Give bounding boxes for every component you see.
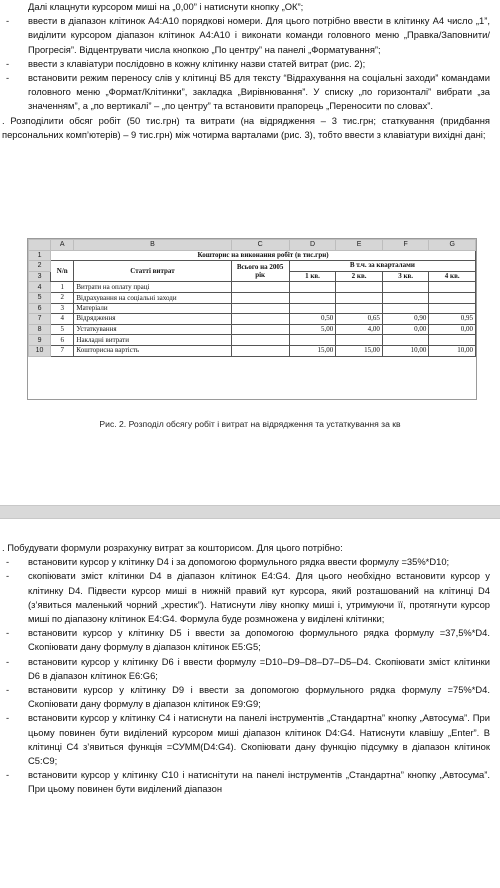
bullet-text: встановити курсор у клітинку C4 і натиснути на панелі інструментів „Стандартна” кнопку „Автосума”. При цьому повинен бути виділений курсором миші діапазон клітинок D4:G4. Натиснути клавішу „Enter”. В клітинці С4 з’явиться функція =СУММ(D4:G4). Скопіювати дану функцію підсумку в діапазон клітинок C5:C9; [28, 712, 490, 767]
header-no-cell: N/n [51, 261, 74, 282]
column-header-row [29, 240, 476, 251]
sheet-row-2 [29, 261, 476, 272]
header-items-cell: Статті витрат [74, 261, 231, 282]
row-number: 8 [29, 324, 51, 335]
quarter-2-header: 2 кв. [336, 271, 383, 282]
sheet-row-1 [29, 250, 476, 261]
numbered-paragraph: . Побудувати формули розрахунку витрат за кошторисом. Для цього потрібно: [2, 542, 343, 553]
cell-q1: 15,00 [289, 345, 336, 356]
bullet-item [0, 768, 500, 796]
cell-item-name: Устаткування [74, 324, 231, 335]
quarter-1-header: 1 кв. [289, 271, 336, 282]
bullet-text: встановити курсор у клітинку D4 і за допомогою формульного рядка ввести формулу =35%*D10; [28, 556, 450, 568]
header-total-cell: Всього на 2005 рік [231, 261, 289, 282]
bullet-text: встановити курсор у клітинку D9 і ввести за допомогою формульного рядка формулу =75%*D4. Скопіювати дану формулу в діапазон клітинок E9:G9; [28, 684, 490, 710]
bullet-dash: - [6, 570, 10, 582]
col-header-a: A [51, 240, 74, 251]
cell-item-name: Кошторисна вартість [74, 345, 231, 356]
figure-caption: Рис. 2. Розподіл обсягу робіт і витрат на відрядження та устаткування за кв [99, 419, 401, 429]
cell-q3: 10,00 [382, 345, 429, 356]
spreadsheet-figure [27, 238, 477, 400]
cell-q1 [289, 335, 336, 346]
bullet-item [0, 71, 500, 114]
cell-total [231, 282, 289, 293]
cell-q4 [429, 303, 476, 314]
cell-total [231, 324, 289, 335]
bullet-item [0, 555, 500, 569]
cell-q4: 0,95 [429, 314, 476, 325]
cell-q1: 0,50 [289, 314, 336, 325]
bullet-item [0, 569, 500, 626]
bullet-dash: - [6, 627, 10, 639]
row-number: 4 [29, 282, 51, 293]
continued-text: Далі клацнути курсором миші на „0,00” і натиснути кнопку „ОК”; [28, 1, 304, 12]
row-number: 3 [29, 271, 51, 282]
col-header-d: D [289, 240, 336, 251]
cell-q2 [336, 282, 383, 293]
cell-q3 [382, 335, 429, 346]
numbered-paragraph: . Розподілити обсяг робіт (50 тис.грн) та витрати (на відрядження – 3 тис.грн; статкування (придбання персональних комп’ютерів) – 9 тис.грн) між чотирма варталами (рис. 3), тобто ввести з клавіатури вихідні дані; [2, 114, 490, 140]
bullet-item [0, 626, 500, 654]
row-number: 7 [29, 314, 51, 325]
col-header-f: F [382, 240, 429, 251]
row-number: 9 [29, 335, 51, 346]
cell-q2: 0,65 [336, 314, 383, 325]
bullet-dash: - [6, 72, 10, 84]
quarter-3-header: 3 кв. [382, 271, 429, 282]
sheet-data-row [29, 292, 476, 303]
cell-q4: 10,00 [429, 345, 476, 356]
bullet-text: ввести в діапазон клітинок A4:A10 порядкові номери. Для цього потрібно ввести в клітинку А4 число „1”, виділити курсором діапазон клітинок A4:A10 і виконати команди головного меню „Правка/Заповнити/Прогресія”. Відцентрувати числа кнопкою „По центру” на панелі „Форматування”; [28, 15, 490, 55]
cell-number: 4 [51, 314, 74, 325]
bullet-item [0, 57, 500, 71]
cell-q2 [336, 303, 383, 314]
bullet-dash: - [6, 712, 10, 724]
cell-total [231, 335, 289, 346]
cell-number: 6 [51, 335, 74, 346]
sheet-data-row [29, 303, 476, 314]
spreadsheet-table [28, 239, 476, 357]
bullet-text: встановити курсор у клітинку D6 і ввести формулу =D10–D9–D8–D7–D5–D4. Скопіювати зміст клітинки D6 в діапазон клітинок E6:G6; [28, 655, 490, 681]
cell-item-name: Витрати на оплату праці [74, 282, 231, 293]
col-header-c: C [231, 240, 289, 251]
sheet-data-row [29, 324, 476, 335]
cell-q1 [289, 282, 336, 293]
bullet-text: скопіювати зміст клітинки D4 в діапазон клітинок E4:G4. Для цього необхідно встановити курсор у клітинку D4. Підвести курсор миші в нижній правий кут курсора, який розташований на клітинці D4 (з’явиться маленький чорний „хрестик”). Натиснути ліву кнопку миші і, утримуючи її, протягнути курсор миші по діапазону клітинок E4:G4. Формула буде розмножена у виділені клітинки; [28, 570, 490, 625]
sheet-body [29, 282, 476, 356]
bullet-dash: - [6, 655, 10, 667]
cell-item-name: Матеріали [74, 303, 231, 314]
cell-q3: 0,90 [382, 314, 429, 325]
page1-text [0, 0, 500, 142]
sheet-data-row [29, 282, 476, 293]
bullet-text: встановити курсор у клітинку D5 і ввести за допомогою формульного рядка формулу =37,5%*D4. Скопіювати дану формулу в діапазон клітинок E5:G5; [28, 627, 490, 653]
cell-q4 [429, 282, 476, 293]
cell-item-name: Відрядження [74, 314, 231, 325]
bullet-item [0, 14, 500, 57]
row-number: 10 [29, 345, 51, 356]
cell-total [231, 303, 289, 314]
sheet-title-cell: Кошторис на виконання робіт (в тис.грн) [51, 250, 476, 261]
bullet-text: ввести з клавіатури послідовно в кожну клітинку назви статей витрат (рис. 2); [28, 57, 366, 69]
cell-total [231, 314, 289, 325]
sheet-data-row [29, 345, 476, 356]
col-header-g: G [429, 240, 476, 251]
cell-q2 [336, 335, 383, 346]
page-separator [0, 505, 500, 519]
bullet-dash: - [6, 684, 10, 696]
document-page-2 [0, 519, 500, 888]
corner-cell [29, 240, 51, 251]
row-number: 6 [29, 303, 51, 314]
bullet-item [0, 683, 500, 711]
cell-total [231, 345, 289, 356]
cell-q3 [382, 282, 429, 293]
row-number: 5 [29, 292, 51, 303]
cell-q2: 4,00 [336, 324, 383, 335]
cell-q4: 0,00 [429, 324, 476, 335]
bullet-dash: - [6, 15, 10, 27]
cell-q4 [429, 335, 476, 346]
col-header-b: B [74, 240, 231, 251]
bullet-text: встановити режим переносу слів у клітинці B5 для тексту “Відрахування на соціальні заходи” командами головного меню „Формат/Клітинки”, закладка „Вирівнювання”. У списку „по горизонталі” вибрати „за значенням”, а „по вертикалі” – „по центру” та встановити прапорець „Переносити по словах”. [28, 72, 490, 112]
page2-text [0, 519, 500, 797]
row-number: 1 [29, 250, 51, 261]
cell-q1: 5,00 [289, 324, 336, 335]
cell-q2: 15,00 [336, 345, 383, 356]
cell-q3 [382, 303, 429, 314]
bullet-item [0, 711, 500, 768]
cell-number: 2 [51, 292, 74, 303]
quarter-4-header: 4 кв. [429, 271, 476, 282]
cell-q3: 0,00 [382, 324, 429, 335]
cell-q1 [289, 292, 336, 303]
cell-total [231, 292, 289, 303]
cell-number: 3 [51, 303, 74, 314]
cell-item-name: Відрахування на соціальні заходи [74, 292, 231, 303]
cell-q1 [289, 303, 336, 314]
bullet-dash: - [6, 556, 10, 568]
header-quarters-cell: В т.ч. за кварталами [289, 261, 475, 272]
bullet-dash: - [6, 57, 10, 69]
cell-number: 7 [51, 345, 74, 356]
cell-number: 1 [51, 282, 74, 293]
cell-number: 5 [51, 324, 74, 335]
cell-item-name: Накладні витрати [74, 335, 231, 346]
bullet-dash: - [6, 769, 10, 781]
row-number: 2 [29, 261, 51, 272]
bullet-text: встановити курсор у клітинку C10 і натиснітути на панелі інструментів „Стандартна” кнопку „Автосума”. При цьому повинен бути виділений діапазон [28, 769, 490, 795]
sheet-data-row [29, 314, 476, 325]
cell-q4 [429, 292, 476, 303]
cell-q3 [382, 292, 429, 303]
sheet-data-row [29, 335, 476, 346]
bullet-item [0, 655, 500, 683]
cell-q2 [336, 292, 383, 303]
col-header-e: E [336, 240, 383, 251]
